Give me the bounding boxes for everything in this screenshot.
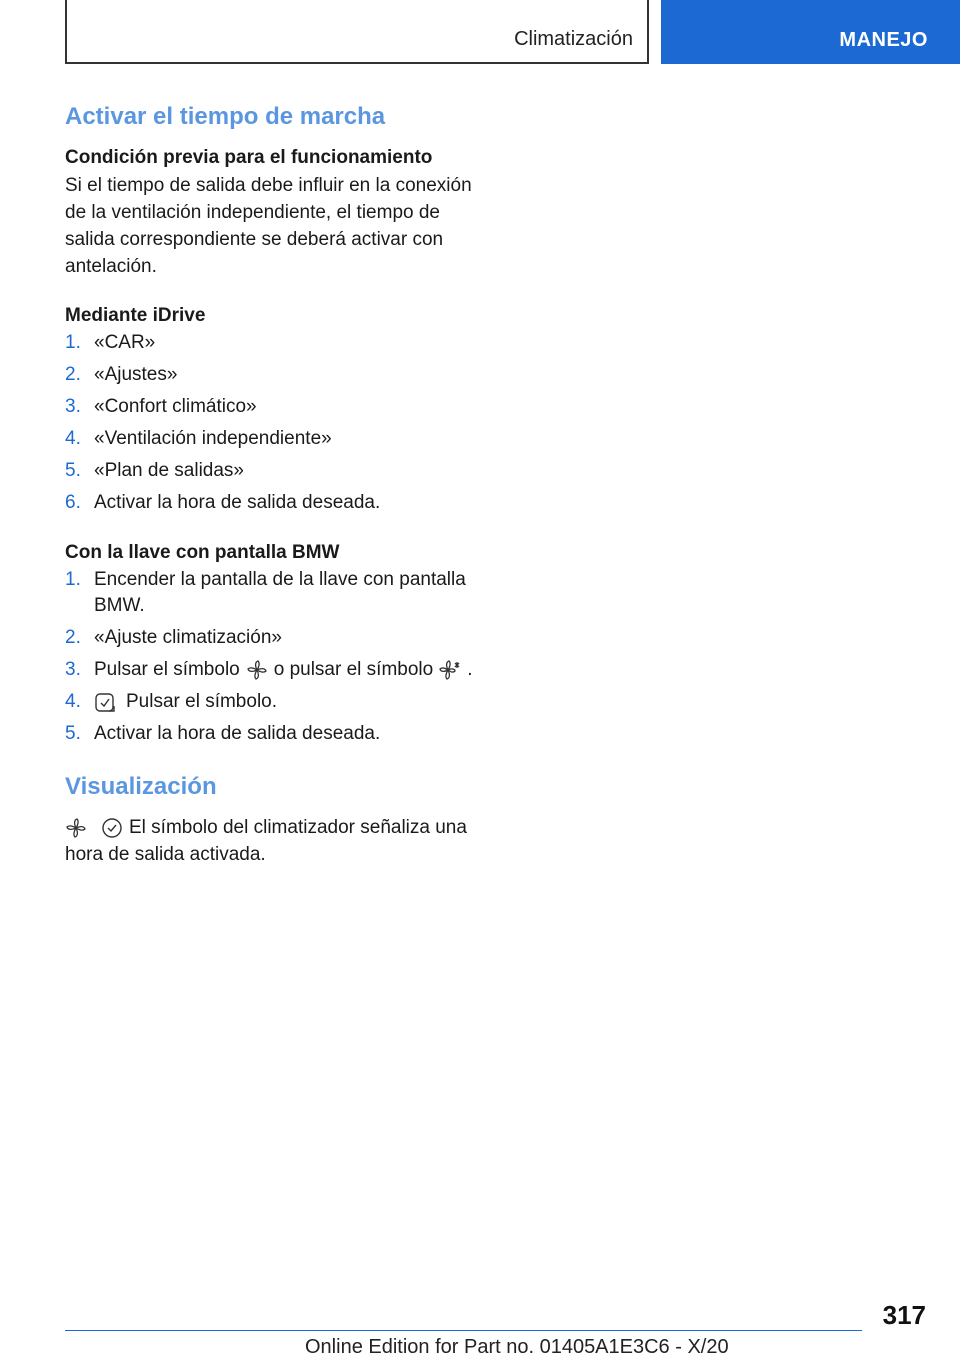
step-text: «Plan de salidas»	[94, 460, 244, 481]
step-number: 3.	[65, 659, 81, 680]
bmw-key-heading: Con la llave con pantalla BMW	[65, 542, 340, 563]
list-item	[65, 458, 485, 484]
page-number: 317	[882, 1300, 926, 1330]
list-item	[65, 625, 485, 651]
page-content	[65, 100, 485, 868]
list-item	[65, 567, 485, 619]
chapter-tab-label: MANEJO	[839, 29, 928, 51]
section-title-departure-time: Activar el tiempo de marcha	[65, 103, 386, 130]
step-text: «Ventilación independiente»	[94, 428, 332, 449]
idrive-steps-list	[65, 330, 485, 516]
list-item	[65, 394, 485, 420]
step-number: 2.	[65, 364, 81, 385]
chapter-tab[interactable]	[661, 0, 960, 64]
step-text: Pulsar el símbolo	[94, 659, 240, 680]
step-text: «CAR»	[94, 332, 156, 353]
step-number: 1.	[65, 569, 81, 590]
bmw-key-steps-list	[65, 567, 485, 747]
list-item	[65, 689, 485, 715]
step-text: Pulsar el símbolo.	[126, 691, 278, 712]
step-number: 5.	[65, 723, 81, 744]
fan-icon	[246, 659, 268, 681]
footer-divider	[65, 1330, 862, 1331]
step-number: 4.	[65, 691, 81, 712]
step-text: «Ajuste climatización»	[94, 627, 282, 648]
section-title: Climatización	[514, 28, 633, 50]
step-number: 3.	[65, 396, 81, 417]
fan-icon	[65, 817, 87, 839]
list-item	[65, 721, 485, 747]
step-text: o pulsar el símbolo	[273, 659, 434, 680]
step-number: 4.	[65, 428, 81, 449]
list-item	[65, 657, 485, 683]
step-number: 6.	[65, 492, 81, 513]
list-item	[65, 330, 485, 356]
step-text: «Confort climático»	[94, 396, 257, 417]
step-text: Activar la hora de salida deseada.	[94, 723, 381, 744]
step-number: 1.	[65, 332, 81, 353]
footer-edition-text: Online Edition for Part no. 01405A1E3C6 - X/20	[305, 1336, 729, 1358]
section-title-display: Visualización	[65, 773, 217, 800]
precondition-text: Si el tiempo de salida debe influir en la conexión de la ventilación independiente, el tiempo de salida correspondiente se deberá activar con antelación.	[65, 175, 472, 277]
header-section-box	[65, 0, 649, 64]
idrive-heading: Mediante iDrive	[65, 305, 206, 326]
step-text: Encender la pantalla de la llave con pantalla BMW.	[94, 569, 466, 616]
list-item	[65, 362, 485, 388]
step-number: 2.	[65, 627, 81, 648]
timer-check-icon	[94, 691, 116, 713]
step-text: «Ajustes»	[94, 364, 178, 385]
display-text	[65, 814, 485, 868]
step-text: .	[467, 659, 473, 680]
list-item	[65, 490, 485, 516]
step-number: 5.	[65, 460, 81, 481]
display-description: El símbolo del climatizador señaliza una hora de salida activada.	[65, 817, 467, 865]
clock-icon	[101, 817, 123, 839]
precondition-heading: Condición previa para el funcionamiento	[65, 147, 433, 168]
step-text: Activar la hora de salida deseada.	[94, 492, 381, 513]
list-item	[65, 426, 485, 452]
fan-snow-icon	[439, 659, 461, 681]
